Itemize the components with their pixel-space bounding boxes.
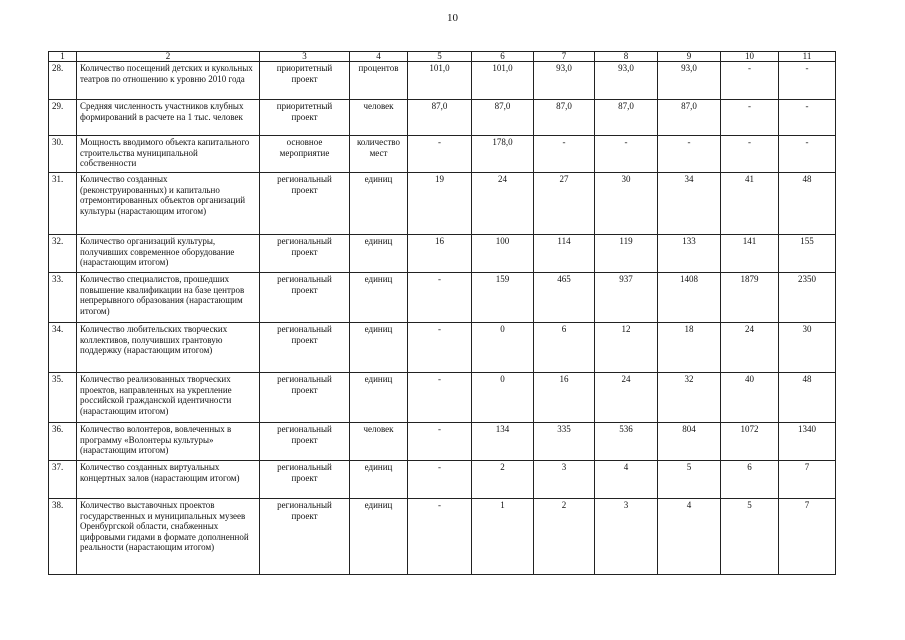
page-number: 10 [447,12,458,24]
column-header: 11 [779,52,836,62]
row-number: 33. [49,273,77,323]
value-cell: 114 [534,235,595,273]
table-row [49,173,836,235]
value-cell: - [721,62,779,100]
value-cell: 6 [534,323,595,373]
unit-of-measure: единиц [350,461,408,499]
table-row [49,423,836,461]
column-header: 10 [721,52,779,62]
value-cell: - [779,100,836,136]
value-cell: 12 [595,323,658,373]
unit-of-measure: процентов [350,62,408,100]
value-cell: 1408 [658,273,721,323]
column-header: 8 [595,52,658,62]
value-cell: 4 [658,499,721,575]
value-cell: 159 [472,273,534,323]
indicator-type: основное мероприятие [260,136,350,173]
value-cell: - [779,136,836,173]
table-row [49,235,836,273]
value-cell: 93,0 [534,62,595,100]
value-cell: 178,0 [472,136,534,173]
value-cell: - [408,136,472,173]
value-cell: 937 [595,273,658,323]
value-cell: 16 [408,235,472,273]
value-cell: 804 [658,423,721,461]
indicator-name: Количество созданных (реконструированных) и капитально отремонтированных объектов организаций культуры (нарастающим итогом) [77,173,260,235]
indicator-name: Количество волонтеров, вовлеченных в программу «Волонтеры культуры» (нарастающим итогом) [77,423,260,461]
value-cell: 7 [779,461,836,499]
row-number: 35. [49,373,77,423]
indicator-name: Количество созданных виртуальных концертных залов (нарастающим итогом) [77,461,260,499]
value-cell: 101,0 [472,62,534,100]
indicator-name: Количество специалистов, прошедших повышение квалификации на базе центров непрерывного образования (нарастающим итогом) [77,273,260,323]
row-number: 37. [49,461,77,499]
value-cell: 0 [472,323,534,373]
row-number: 32. [49,235,77,273]
value-cell: 18 [658,323,721,373]
unit-of-measure: единиц [350,499,408,575]
value-cell: - [779,62,836,100]
indicator-type: региональный проект [260,373,350,423]
unit-of-measure: единиц [350,373,408,423]
value-cell: 87,0 [658,100,721,136]
indicators-table [48,51,836,575]
row-number: 34. [49,323,77,373]
column-header: 4 [350,52,408,62]
indicator-type: региональный проект [260,499,350,575]
value-cell: - [408,499,472,575]
value-cell: 27 [534,173,595,235]
unit-of-measure: количество мест [350,136,408,173]
column-number-row [49,52,836,62]
indicator-type: региональный проект [260,173,350,235]
indicator-name: Количество организаций культуры, получивших современное оборудование (нарастающим итогом) [77,235,260,273]
value-cell: 40 [721,373,779,423]
value-cell: - [408,373,472,423]
indicator-type: региональный проект [260,461,350,499]
value-cell: 1340 [779,423,836,461]
value-cell: - [721,100,779,136]
table-row [49,273,836,323]
table-row [49,100,836,136]
value-cell: 5 [658,461,721,499]
unit-of-measure: единиц [350,173,408,235]
row-number: 29. [49,100,77,136]
unit-of-measure: единиц [350,323,408,373]
value-cell: 3 [534,461,595,499]
value-cell: 48 [779,373,836,423]
value-cell: 133 [658,235,721,273]
value-cell: 3 [595,499,658,575]
value-cell: - [408,423,472,461]
column-header: 3 [260,52,350,62]
indicator-name: Количество любительских творческих коллективов, получивших грантовую поддержку (нарастающим итогом) [77,323,260,373]
indicator-type: региональный проект [260,273,350,323]
value-cell: - [408,323,472,373]
value-cell: 134 [472,423,534,461]
indicator-type: приоритетный проект [260,100,350,136]
indicator-type: региональный проект [260,235,350,273]
value-cell: 1879 [721,273,779,323]
column-header: 1 [49,52,77,62]
value-cell: 536 [595,423,658,461]
column-header: 9 [658,52,721,62]
value-cell: - [721,136,779,173]
row-number: 36. [49,423,77,461]
value-cell: 24 [472,173,534,235]
value-cell: 48 [779,173,836,235]
table-row [49,499,836,575]
value-cell: 1 [472,499,534,575]
value-cell: 1072 [721,423,779,461]
value-cell: - [658,136,721,173]
table-row [49,373,836,423]
table-row [49,461,836,499]
value-cell: 93,0 [658,62,721,100]
value-cell: 119 [595,235,658,273]
table-row [49,323,836,373]
row-number: 30. [49,136,77,173]
value-cell: 19 [408,173,472,235]
value-cell: 7 [779,499,836,575]
value-cell: 465 [534,273,595,323]
value-cell: 141 [721,235,779,273]
indicator-type: региональный проект [260,323,350,373]
value-cell: 24 [595,373,658,423]
table-row [49,136,836,173]
value-cell: 2 [534,499,595,575]
value-cell: 87,0 [408,100,472,136]
column-header: 2 [77,52,260,62]
column-header: 7 [534,52,595,62]
row-number: 31. [49,173,77,235]
column-header: 6 [472,52,534,62]
unit-of-measure: человек [350,423,408,461]
indicator-name: Мощность вводимого объекта капитального строительства муниципальной собственности [77,136,260,173]
column-header: 5 [408,52,472,62]
value-cell: 5 [721,499,779,575]
value-cell: 24 [721,323,779,373]
value-cell: - [534,136,595,173]
value-cell: 41 [721,173,779,235]
value-cell: 100 [472,235,534,273]
unit-of-measure: человек [350,100,408,136]
value-cell: - [595,136,658,173]
value-cell: 0 [472,373,534,423]
value-cell: 155 [779,235,836,273]
value-cell: 4 [595,461,658,499]
value-cell: - [408,273,472,323]
indicator-name: Количество выставочных проектов государственных и муниципальных музеев Оренбургской области, снабженных цифровыми гидами в формате дополненной реальности (нарастающим итогом) [77,499,260,575]
unit-of-measure: единиц [350,273,408,323]
value-cell: 2350 [779,273,836,323]
value-cell: 34 [658,173,721,235]
value-cell: 93,0 [595,62,658,100]
indicator-name: Количество реализованных творческих проектов, направленных на укрепление российской гражданской идентичности (нарастающим итогом) [77,373,260,423]
indicator-name: Количество посещений детских и кукольных театров по отношению к уровню 2010 года [77,62,260,100]
row-number: 38. [49,499,77,575]
indicator-name: Средняя численность участников клубных формирований в расчете на 1 тыс. человек [77,100,260,136]
value-cell: 30 [595,173,658,235]
value-cell: 101,0 [408,62,472,100]
table-row [49,62,836,100]
value-cell: 2 [472,461,534,499]
unit-of-measure: единиц [350,235,408,273]
value-cell: 16 [534,373,595,423]
value-cell: 87,0 [595,100,658,136]
value-cell: - [408,461,472,499]
row-number: 28. [49,62,77,100]
indicator-type: приоритетный проект [260,62,350,100]
table-body [49,62,836,575]
value-cell: 32 [658,373,721,423]
value-cell: 335 [534,423,595,461]
value-cell: 87,0 [472,100,534,136]
value-cell: 6 [721,461,779,499]
value-cell: 87,0 [534,100,595,136]
indicator-type: региональный проект [260,423,350,461]
value-cell: 30 [779,323,836,373]
